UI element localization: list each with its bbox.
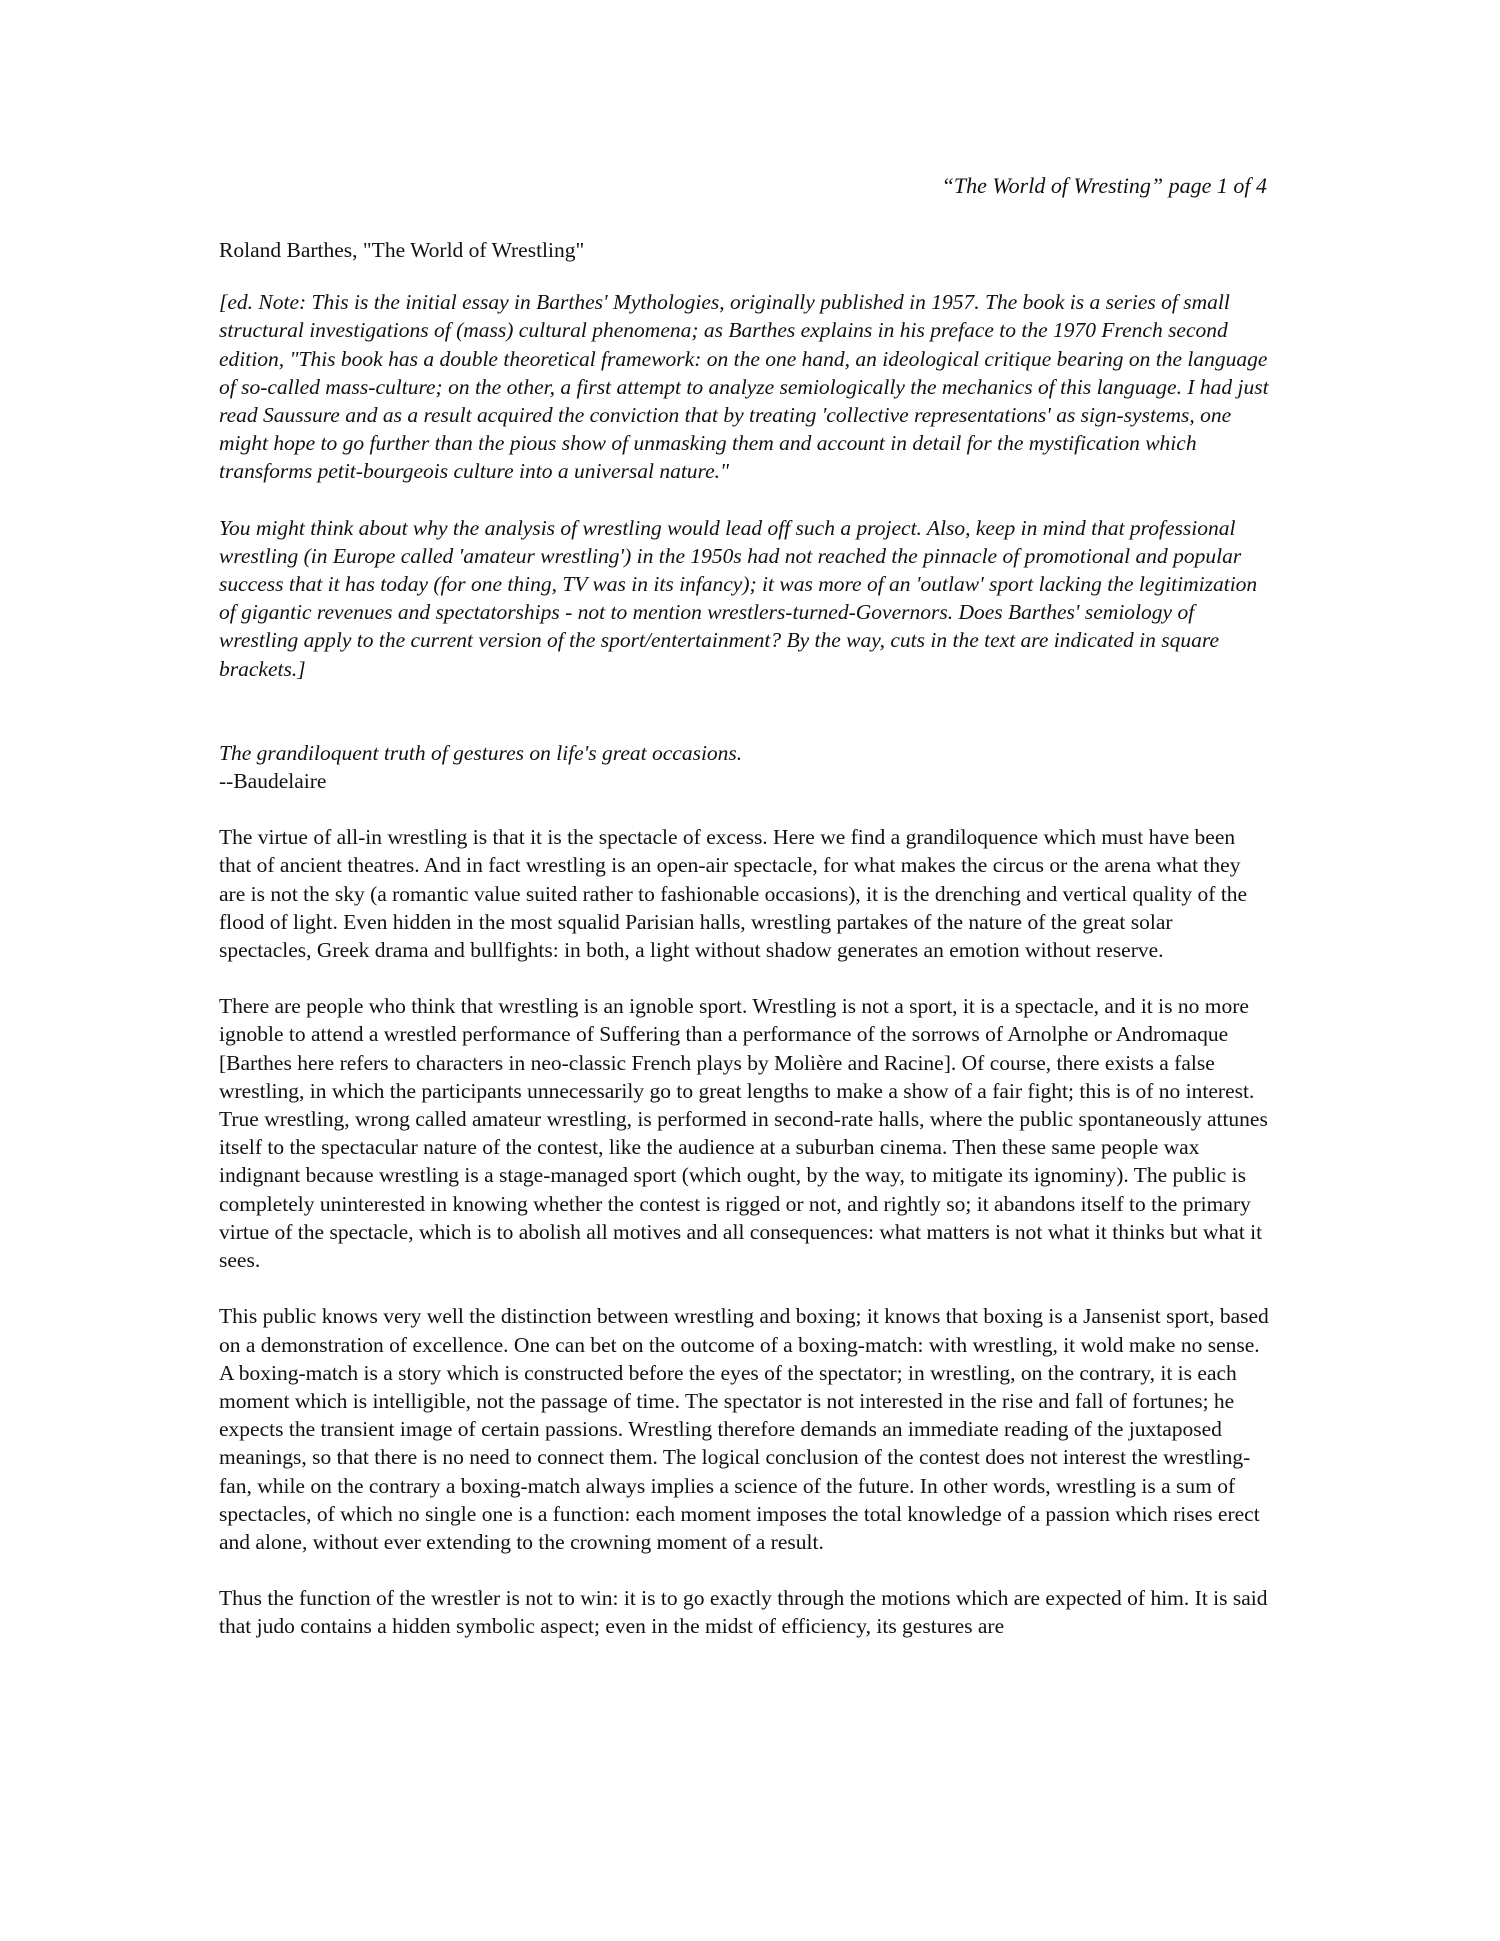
document-title: Roland Barthes, "The World of Wrestling" — [219, 238, 585, 262]
epigraph-quote: The grandiloquent truth of gestures on life's great occasions. — [219, 740, 743, 765]
document-body — [219, 236, 1269, 1641]
epigraph-author: --Baudelaire — [219, 769, 327, 794]
body-paragraph: The virtue of all-in wrestling is that it is the spectacle of excess. Here we find a grandiloquence which must have been that of ancient theatres. And in fact wrestling is an open-air spectacle, for what makes the circus or the arena what they are is not the sky (a romantic value suited rather to fashionable occasions), it is the drenching and vertical quality of the flood of light. Even hidden in the most squalid Parisian halls, wrestling partakes of the nature of the great solar spectacles, Greek drama and bullfights: in both, a light without shadow generates an emotion without reserve. — [219, 825, 1248, 963]
editor-note-paragraph: You might think about why the analysis of wrestling would lead off such a project. Also, keep in mind that professional wrestling (in Europe called 'amateur wrestling') in the 1950s had not reached the pinnacle of promotional and popular success that it has today (for one thing, TV was in its infancy); it was more of an 'outlaw' sport lacking the legitimization of gigantic revenues and spectatorships - not to mention wrestlers-turned-Governors. Does Barthes' semiology of wrestling apply to the current version of the sport/entertainment? By the way, cuts in the text are indicated in square brackets.] — [219, 515, 1258, 681]
editor-note-paragraph: [ed. Note: This is the initial essay in Barthes' Mythologies, originally published in 1957. The book is a series of small structural investigations of (mass) cultural phenomena; as Barthes explains in his preface to the 1970 French second edition, "This book has a double theoretical framework: on the one hand, an ideological critique bearing on the language of so-called mass-culture; on the other, a first attempt to analyze semiologically the mechanics of this language. I had just read Saussure and as a result acquired the conviction that by treating 'collective representations' as sign-systems, one might hope to go further than the pious show of unmasking them and account in detail for the mystification which transforms petit-bourgeois culture into a universal nature." — [219, 290, 1269, 484]
body-paragraph: This public knows very well the distinction between wrestling and boxing; it knows that boxing is a Jansenist sport, based on a demonstration of excellence. One can bet on the outcome of a boxing-match: with wrestling, it wold make no sense. A boxing-match is a story which is constructed before the eyes of the spectator; in wrestling, on the contrary, it is each moment which is intelligible, not the passage of time. The spectator is not interested in the rise and fall of fortunes; he expects the transient image of certain passions. Wrestling therefore demands an immediate reading of the juxtaposed meanings, so that there is no need to connect them. The logical conclusion of the contest does not interest the wrestling-fan, while on the contrary a boxing-match always implies a science of the future. In other words, wrestling is a sum of spectacles, of which no single one is a function: each moment imposes the total knowledge of a passion which rises erect and alone, without ever extending to the crowning moment of a result. — [219, 1304, 1269, 1554]
body-paragraph: There are people who think that wrestling is an ignoble sport. Wrestling is not a sport, it is a spectacle, and it is no more ignoble to attend a wrestled performance of Suffering than a performance of the sorrows of Arnolphe or Andromaque [Barthes here refers to characters in neo-classic French plays by Molière and Racine]. Of course, there exists a false wrestling, in which the participants unnecessarily go to great lengths to make a show of a fair fight; this is of no interest. True wrestling, wrong called amateur wrestling, is performed in second-rate halls, where the public spontaneously attunes itself to the spectacular nature of the contest, like the audience at a suburban cinema. Then these same people wax indignant because wrestling is a stage-managed sport (which ought, by the way, to mitigate its ignominy). The public is completely uninterested in knowing whether the contest is rigged or not, and rightly so; it abandons itself to the primary virtue of the spectacle, which is to abolish all motives and all consequences: what matters is not what it thinks but what it sees. — [219, 994, 1268, 1273]
body-paragraph: Thus the function of the wrestler is not to win: it is to go exactly through the motions which are expected of him. It is said that judo contains a hidden symbolic aspect; even in the midst of efficiency, its gestures are — [219, 1586, 1268, 1639]
running-header: “The World of Wresting” page 1 of 4 — [941, 173, 1267, 198]
